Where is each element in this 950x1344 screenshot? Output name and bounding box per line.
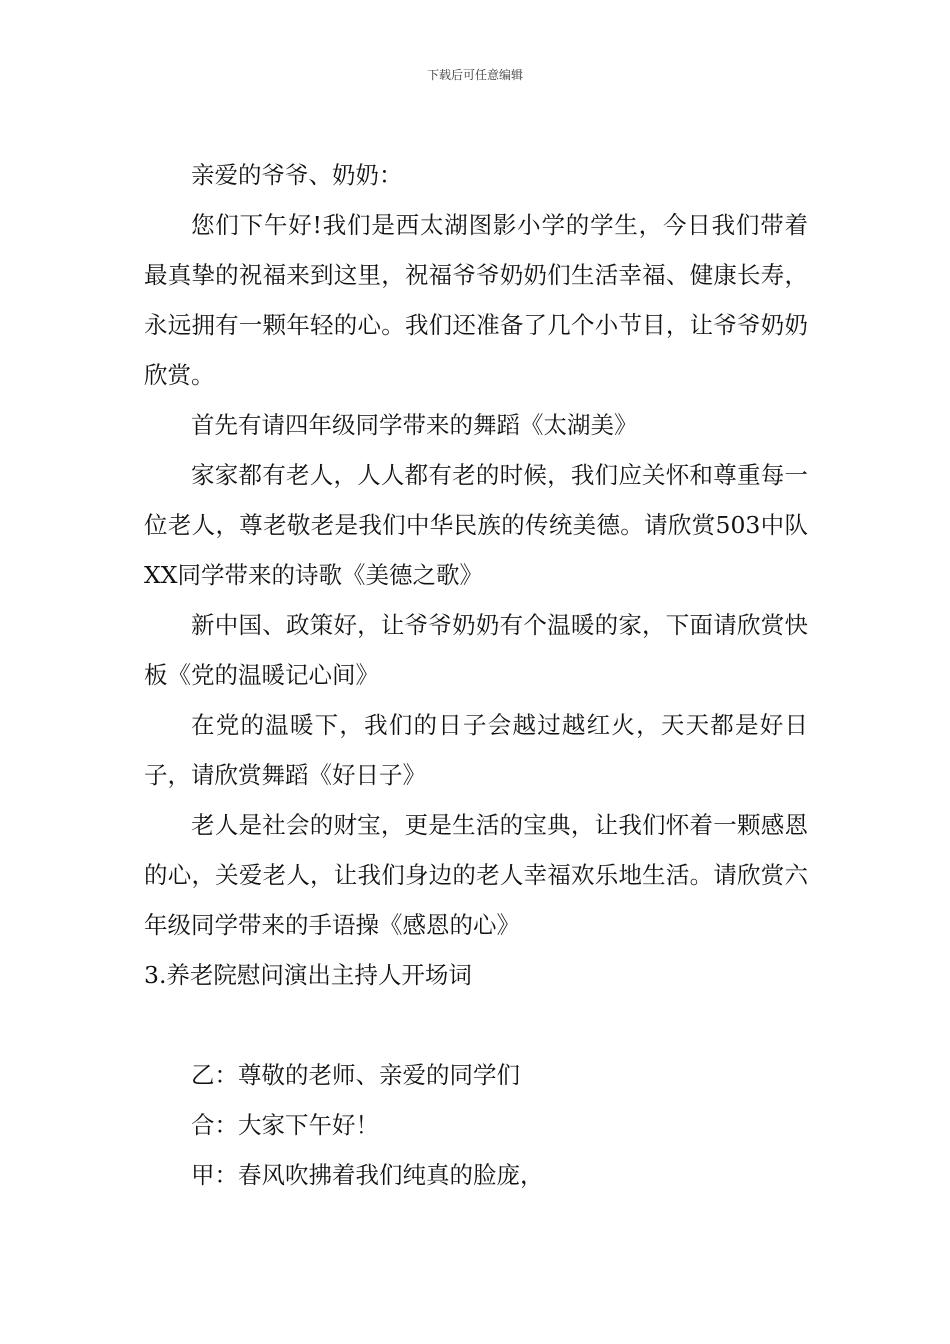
greeting: 亲爱的爷爷、奶奶：: [191, 161, 403, 189]
dialog-line-2: 合：大家下午好！: [191, 1111, 379, 1139]
document-body: [144, 150, 808, 1200]
paragraph-4: 新中国、政策好，让爷爷奶奶有个温暖的家，下面请欣赏快板《党的温暖记心间》: [144, 611, 808, 689]
paragraph-6: 老人是社会的财宝，更是生活的宝典，让我们怀着一颗感恩的心，关爱老人，让我们身边的老人幸福欢乐地生活。请欣赏六年级同学带来的手语操《感恩的心》: [144, 811, 808, 939]
dialog-line-1: 乙：尊敬的老师、亲爱的同学们: [191, 1061, 520, 1089]
paragraph-5: 在党的温暖下，我们的日子会越过越红火，天天都是好日子，请欣赏舞蹈《好日子》: [144, 711, 808, 789]
section-heading: 3.养老院慰问演出主持人开场词: [144, 961, 472, 989]
paragraph-3: 家家都有老人，人人都有老的时候，我们应关怀和尊重每一位老人，尊老敬老是我们中华民族的传统美德。请欣赏503中队XX同学带来的诗歌《美德之歌》: [144, 461, 808, 589]
section-spacer: [144, 1000, 808, 1050]
paragraph-1: 您们下午好!我们是西太湖图影小学的学生，今日我们带着最真挚的祝福来到这里，祝福爷爷奶奶们生活幸福、健康长寿，永远拥有一颗年轻的心。我们还准备了几个小节目，让爷爷奶奶欣赏。: [144, 211, 808, 389]
page-header-note: 下载后可任意编辑: [426, 68, 523, 82]
dialog-line-3: 甲：春风吹拂着我们纯真的脸庞，: [191, 1161, 544, 1189]
paragraph-2: 首先有请四年级同学带来的舞蹈《太湖美》: [191, 411, 638, 439]
